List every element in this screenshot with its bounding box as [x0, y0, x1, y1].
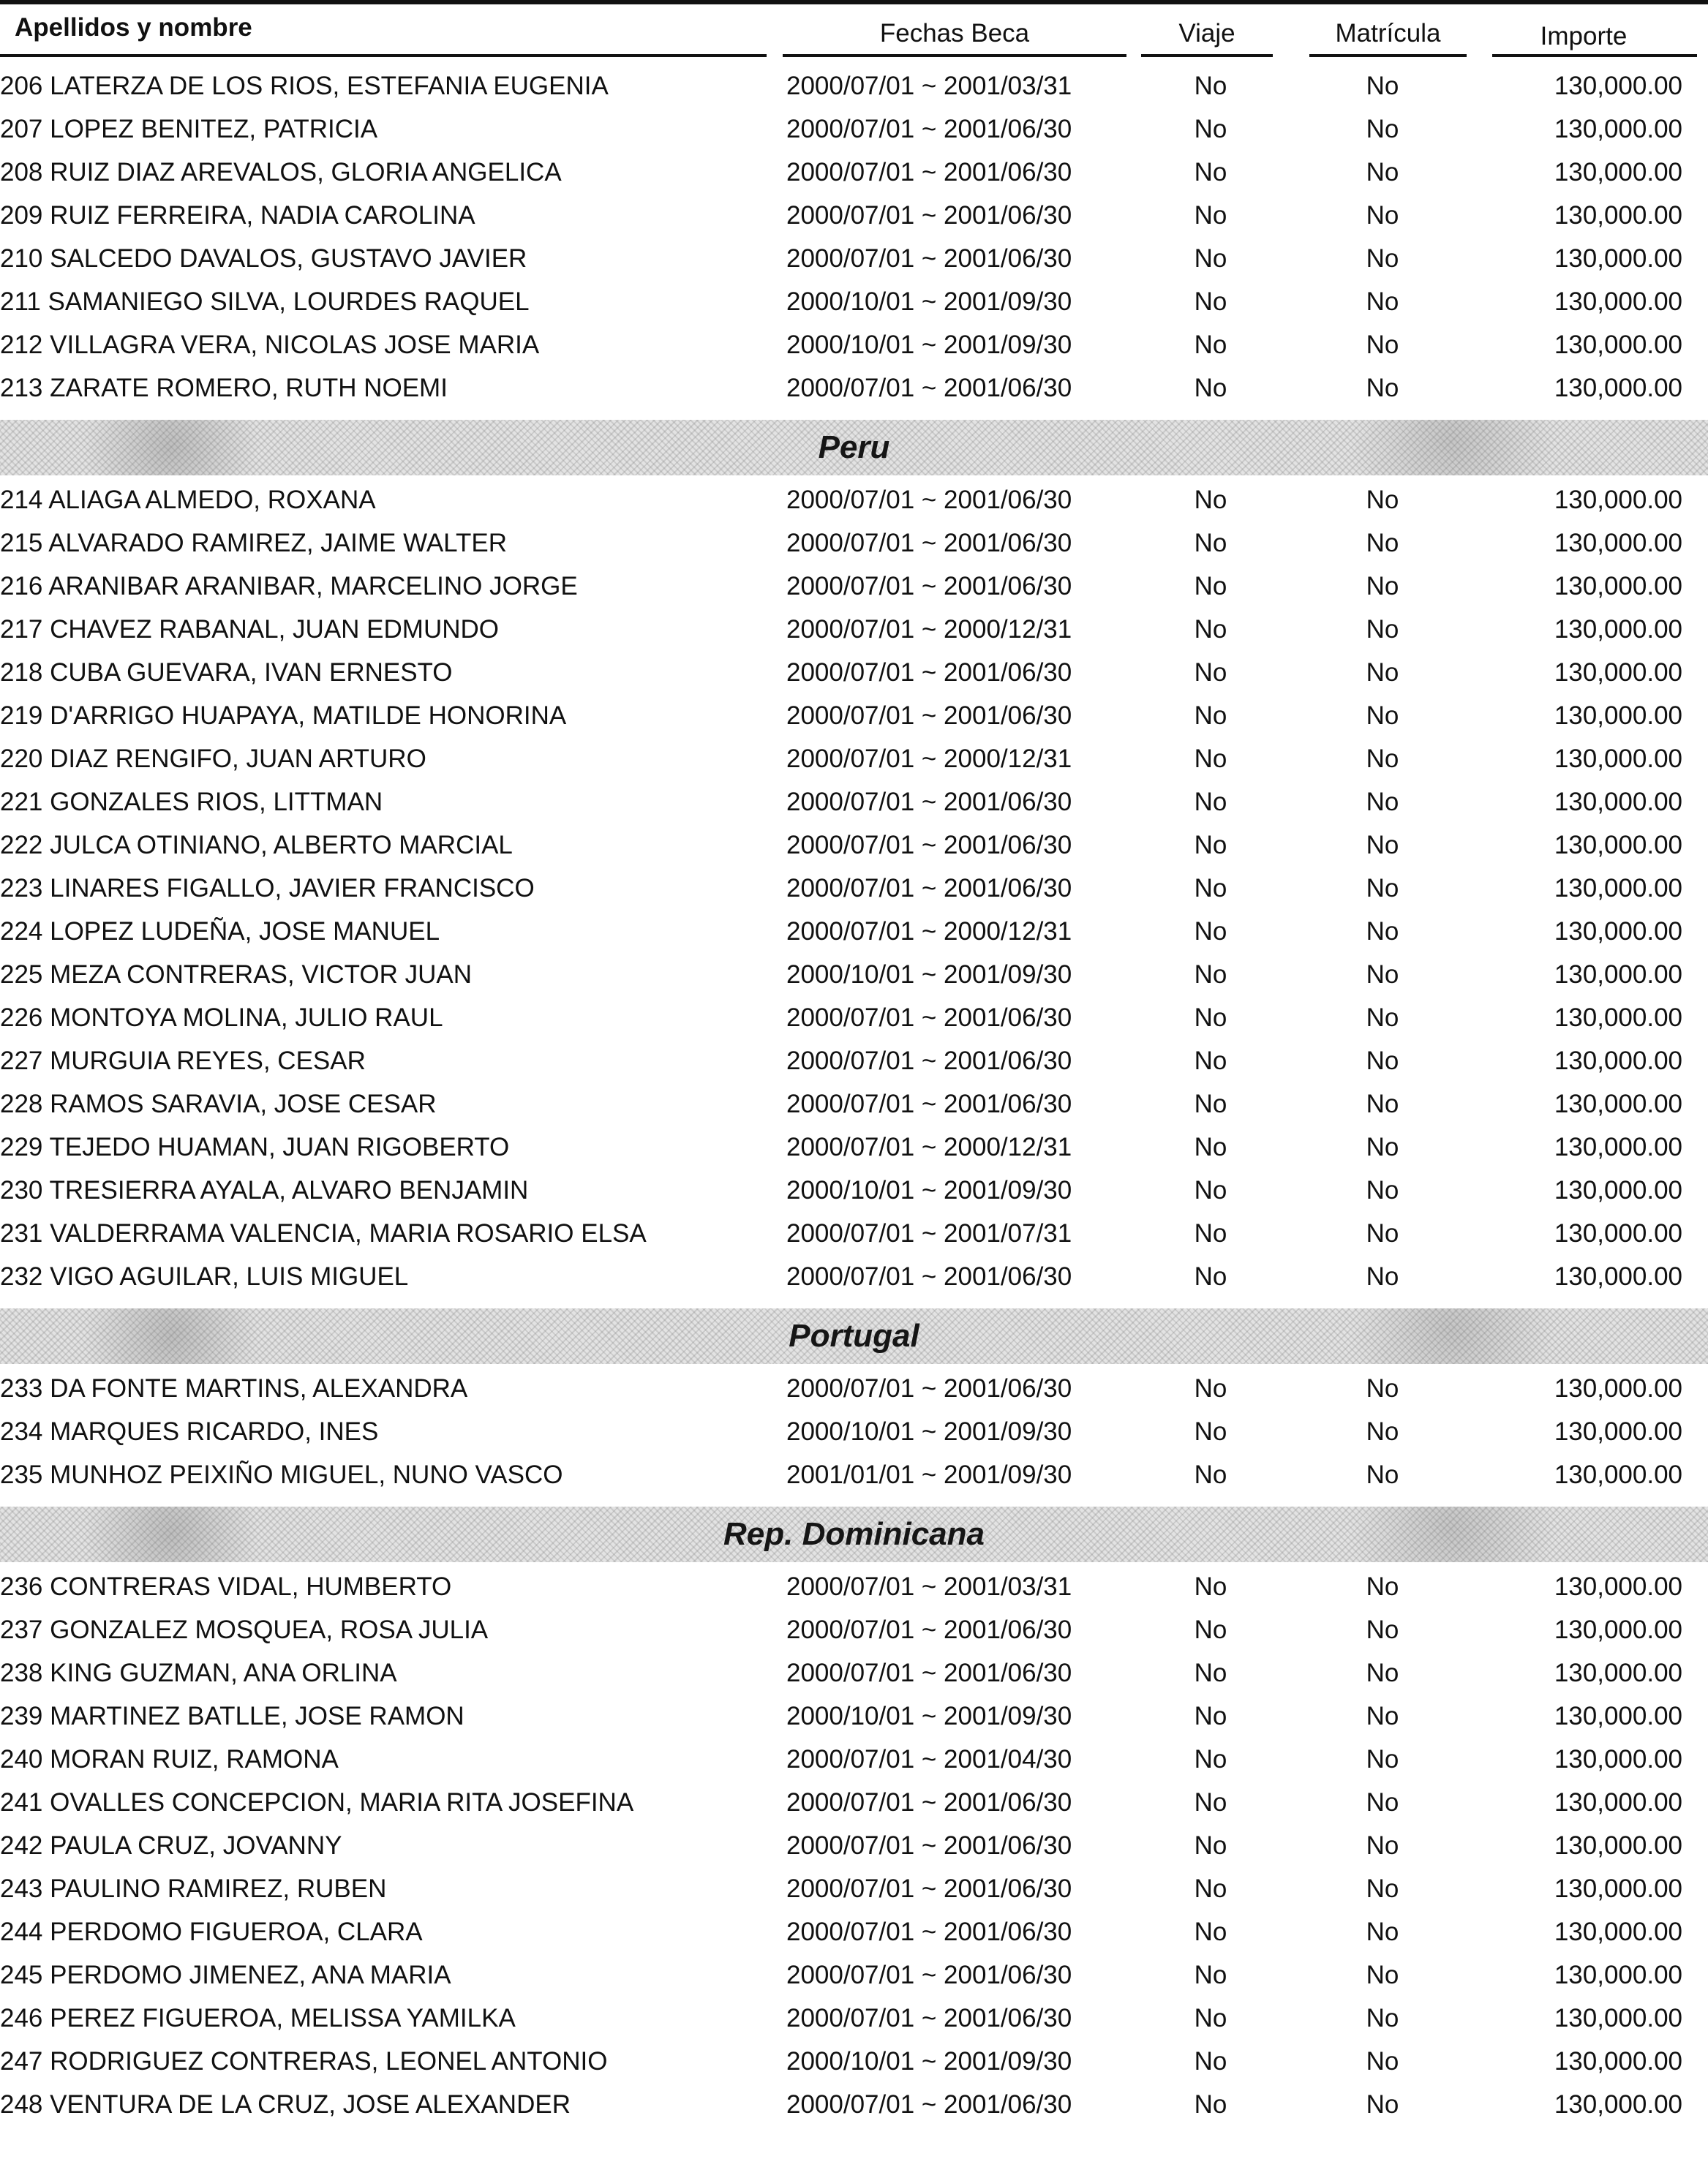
cell-importe: 130,000.00: [1554, 201, 1682, 230]
cell-dates: 2000/07/01 ~ 2001/06/30: [786, 2090, 1072, 2119]
cell-dates: 2000/07/01 ~ 2001/06/30: [786, 658, 1072, 687]
cell-dates: 2000/07/01 ~ 2001/06/30: [786, 874, 1072, 903]
cell-matricula: No: [1366, 287, 1399, 316]
cell-name: 236 CONTRERAS VIDAL, HUMBERTO: [0, 1572, 452, 1601]
cell-name: 217 CHAVEZ RABANAL, JUAN EDMUNDO: [0, 615, 500, 644]
cell-dates: 2000/07/01 ~ 2001/06/30: [786, 1047, 1072, 1075]
cell-matricula: No: [1366, 745, 1399, 773]
cell-dates: 2000/07/01 ~ 2001/07/31: [786, 1219, 1072, 1248]
cell-matricula: No: [1366, 1133, 1399, 1161]
cell-viaje: No: [1194, 658, 1227, 687]
table-row: [0, 1169, 1708, 1212]
header-name: Apellidos y nombre: [15, 13, 252, 42]
cell-name: 219 D'ARRIGO HUAPAYA, MATILDE HONORINA: [0, 701, 567, 730]
table-row: [0, 1824, 1708, 1867]
cell-matricula: No: [1366, 529, 1399, 557]
table-row: [0, 280, 1708, 323]
table-row: [0, 651, 1708, 694]
table-row: [0, 2083, 1708, 2126]
cell-matricula: No: [1366, 1047, 1399, 1075]
cell-dates: 2000/07/01 ~ 2001/06/30: [786, 486, 1072, 514]
cell-importe: 130,000.00: [1554, 115, 1682, 143]
cell-name: 223 LINARES FIGALLO, JAVIER FRANCISCO: [0, 874, 535, 903]
country-band: [0, 420, 1708, 475]
cell-matricula: No: [1366, 72, 1399, 100]
cell-viaje: No: [1194, 831, 1227, 859]
cell-matricula: No: [1366, 1702, 1399, 1730]
cell-dates: 2000/07/01 ~ 2001/03/31: [786, 1572, 1072, 1601]
cell-matricula: No: [1366, 917, 1399, 946]
table-row: [0, 2040, 1708, 2083]
cell-viaje: No: [1194, 1572, 1227, 1601]
cell-name: 221 GONZALES RIOS, LITTMAN: [0, 788, 383, 816]
cell-importe: 130,000.00: [1554, 1003, 1682, 1032]
cell-viaje: No: [1194, 1659, 1227, 1687]
cell-dates: 2000/07/01 ~ 2000/12/31: [786, 745, 1072, 773]
table-row: [0, 1212, 1708, 1255]
cell-importe: 130,000.00: [1554, 1659, 1682, 1687]
header-rule-viaje: [1141, 54, 1273, 57]
cell-viaje: No: [1194, 1047, 1227, 1075]
cell-dates: 2000/07/01 ~ 2000/12/31: [786, 1133, 1072, 1161]
cell-matricula: No: [1366, 1788, 1399, 1817]
cell-matricula: No: [1366, 1374, 1399, 1403]
cell-matricula: No: [1366, 1961, 1399, 1989]
cell-dates: 2000/07/01 ~ 2001/06/30: [786, 831, 1072, 859]
cell-dates: 2000/10/01 ~ 2001/09/30: [786, 1417, 1072, 1446]
cell-viaje: No: [1194, 1745, 1227, 1774]
cell-dates: 2000/07/01 ~ 2000/12/31: [786, 615, 1072, 644]
header-matricula: Matrícula: [1335, 19, 1441, 48]
cell-importe: 130,000.00: [1554, 1918, 1682, 1946]
cell-viaje: No: [1194, 960, 1227, 989]
cell-name: 233 DA FONTE MARTINS, ALEXANDRA: [0, 1374, 468, 1403]
header-importe: Importe: [1540, 22, 1628, 50]
cell-dates: 2000/10/01 ~ 2001/09/30: [786, 960, 1072, 989]
cell-viaje: No: [1194, 1262, 1227, 1291]
cell-viaje: No: [1194, 374, 1227, 402]
country-band: [0, 1507, 1708, 1562]
cell-viaje: No: [1194, 1219, 1227, 1248]
cell-importe: 130,000.00: [1554, 1702, 1682, 1730]
cell-matricula: No: [1366, 158, 1399, 186]
cell-matricula: No: [1366, 1003, 1399, 1032]
cell-name: 206 LATERZA DE LOS RIOS, ESTEFANIA EUGENIA: [0, 72, 609, 100]
country-heading: Rep. Dominicana: [723, 1516, 985, 1552]
cell-dates: 2000/07/01 ~ 2001/06/30: [786, 115, 1072, 143]
cell-viaje: No: [1194, 788, 1227, 816]
table-row: [0, 1695, 1708, 1738]
cell-viaje: No: [1194, 615, 1227, 644]
cell-importe: 130,000.00: [1554, 374, 1682, 402]
cell-dates: 2000/10/01 ~ 2001/09/30: [786, 1702, 1072, 1730]
cell-matricula: No: [1366, 788, 1399, 816]
cell-viaje: No: [1194, 1961, 1227, 1989]
cell-name: 242 PAULA CRUZ, JOVANNY: [0, 1831, 342, 1860]
cell-dates: 2000/07/01 ~ 2001/06/30: [786, 1090, 1072, 1118]
cell-viaje: No: [1194, 201, 1227, 230]
table-row: [0, 737, 1708, 780]
cell-name: 211 SAMANIEGO SILVA, LOURDES RAQUEL: [0, 287, 530, 316]
cell-matricula: No: [1366, 374, 1399, 402]
cell-dates: 2000/07/01 ~ 2001/06/30: [786, 701, 1072, 730]
cell-viaje: No: [1194, 158, 1227, 186]
cell-importe: 130,000.00: [1554, 2047, 1682, 2076]
cell-viaje: No: [1194, 1831, 1227, 1860]
table-row: [0, 824, 1708, 867]
cell-matricula: No: [1366, 831, 1399, 859]
cell-viaje: No: [1194, 115, 1227, 143]
cell-matricula: No: [1366, 960, 1399, 989]
country-heading: Peru: [818, 429, 890, 465]
cell-importe: 130,000.00: [1554, 701, 1682, 730]
cell-viaje: No: [1194, 1788, 1227, 1817]
cell-importe: 130,000.00: [1554, 572, 1682, 600]
cell-matricula: No: [1366, 1219, 1399, 1248]
table-row: [0, 1565, 1708, 1608]
cell-matricula: No: [1366, 1616, 1399, 1644]
table-row: [0, 953, 1708, 996]
cell-viaje: No: [1194, 1702, 1227, 1730]
cell-viaje: No: [1194, 1133, 1227, 1161]
cell-viaje: No: [1194, 1874, 1227, 1903]
cell-dates: 2000/07/01 ~ 2001/06/30: [786, 1831, 1072, 1860]
cell-dates: 2000/07/01 ~ 2001/06/30: [786, 1874, 1072, 1903]
cell-importe: 130,000.00: [1554, 917, 1682, 946]
cell-name: 207 LOPEZ BENITEZ, PATRICIA: [0, 115, 378, 143]
cell-name: 209 RUIZ FERREIRA, NADIA CAROLINA: [0, 201, 475, 230]
cell-viaje: No: [1194, 917, 1227, 946]
cell-matricula: No: [1366, 1874, 1399, 1903]
table-row: [0, 1453, 1708, 1496]
cell-viaje: No: [1194, 1374, 1227, 1403]
cell-viaje: No: [1194, 1461, 1227, 1489]
cell-importe: 130,000.00: [1554, 2004, 1682, 2032]
cell-importe: 130,000.00: [1554, 1874, 1682, 1903]
cell-importe: 130,000.00: [1554, 960, 1682, 989]
cell-name: 225 MEZA CONTRERAS, VICTOR JUAN: [0, 960, 473, 989]
table-row: [0, 1997, 1708, 2040]
cell-matricula: No: [1366, 331, 1399, 359]
cell-importe: 130,000.00: [1554, 1374, 1682, 1403]
cell-dates: 2000/07/01 ~ 2001/03/31: [786, 72, 1072, 100]
table-row: [0, 1255, 1708, 1298]
cell-importe: 130,000.00: [1554, 1047, 1682, 1075]
cell-viaje: No: [1194, 745, 1227, 773]
cell-matricula: No: [1366, 1090, 1399, 1118]
cell-viaje: No: [1194, 287, 1227, 316]
cell-dates: 2000/10/01 ~ 2001/09/30: [786, 2047, 1072, 2076]
cell-importe: 130,000.00: [1554, 529, 1682, 557]
cell-name: 232 VIGO AGUILAR, LUIS MIGUEL: [0, 1262, 409, 1291]
cell-name: 237 GONZALEZ MOSQUEA, ROSA JULIA: [0, 1616, 489, 1644]
cell-name: 246 PEREZ FIGUEROA, MELISSA YAMILKA: [0, 2004, 516, 2032]
cell-viaje: No: [1194, 1003, 1227, 1032]
cell-importe: 130,000.00: [1554, 1961, 1682, 1989]
cell-importe: 130,000.00: [1554, 1133, 1682, 1161]
cell-matricula: No: [1366, 1417, 1399, 1446]
table-row: [0, 1953, 1708, 1997]
cell-importe: 130,000.00: [1554, 831, 1682, 859]
cell-matricula: No: [1366, 1461, 1399, 1489]
cell-viaje: No: [1194, 1616, 1227, 1644]
cell-dates: 2000/07/01 ~ 2001/06/30: [786, 1788, 1072, 1817]
cell-viaje: No: [1194, 874, 1227, 903]
table-row: [0, 366, 1708, 410]
header-dates: Fechas Beca: [879, 19, 1030, 48]
table-row: [0, 237, 1708, 280]
cell-name: 235 MUNHOZ PEIXIÑO MIGUEL, NUNO VASCO: [0, 1461, 563, 1489]
cell-dates: 2000/07/01 ~ 2001/06/30: [786, 201, 1072, 230]
table-row: [0, 1367, 1708, 1410]
top-rule: [0, 0, 1708, 4]
table-row: [0, 64, 1708, 108]
table-row: [0, 1126, 1708, 1169]
cell-dates: 2000/07/01 ~ 2001/06/30: [786, 572, 1072, 600]
cell-importe: 130,000.00: [1554, 1176, 1682, 1205]
table-row: [0, 478, 1708, 521]
table-row: [0, 1910, 1708, 1953]
table-row: [0, 1867, 1708, 1910]
cell-matricula: No: [1366, 2047, 1399, 2076]
cell-dates: 2000/07/01 ~ 2001/06/30: [786, 244, 1072, 273]
cell-dates: 2000/07/01 ~ 2001/06/30: [786, 1262, 1072, 1291]
table-row: [0, 608, 1708, 651]
cell-importe: 130,000.00: [1554, 1090, 1682, 1118]
cell-importe: 130,000.00: [1554, 72, 1682, 100]
cell-viaje: No: [1194, 572, 1227, 600]
cell-matricula: No: [1366, 115, 1399, 143]
cell-importe: 130,000.00: [1554, 1572, 1682, 1601]
cell-dates: 2000/07/01 ~ 2001/06/30: [786, 374, 1072, 402]
cell-dates: 2000/10/01 ~ 2001/09/30: [786, 1176, 1072, 1205]
table-row: [0, 996, 1708, 1039]
cell-dates: 2000/07/01 ~ 2000/12/31: [786, 917, 1072, 946]
cell-viaje: No: [1194, 244, 1227, 273]
cell-name: 208 RUIZ DIAZ AREVALOS, GLORIA ANGELICA: [0, 158, 562, 186]
cell-name: 238 KING GUZMAN, ANA ORLINA: [0, 1659, 397, 1687]
table-row: [0, 910, 1708, 953]
cell-name: 220 DIAZ RENGIFO, JUAN ARTURO: [0, 745, 426, 773]
cell-importe: 130,000.00: [1554, 1831, 1682, 1860]
header-rule-matricula: [1309, 54, 1467, 57]
table-row: [0, 867, 1708, 910]
cell-matricula: No: [1366, 2090, 1399, 2119]
cell-dates: 2000/07/01 ~ 2001/06/30: [786, 529, 1072, 557]
cell-dates: 2000/07/01 ~ 2001/06/30: [786, 1918, 1072, 1946]
cell-importe: 130,000.00: [1554, 486, 1682, 514]
cell-matricula: No: [1366, 2004, 1399, 2032]
cell-name: 214 ALIAGA ALMEDO, ROXANA: [0, 486, 376, 514]
table-row: [0, 780, 1708, 824]
table-row: [0, 1608, 1708, 1651]
cell-dates: 2001/01/01 ~ 2001/09/30: [786, 1461, 1072, 1489]
cell-matricula: No: [1366, 1745, 1399, 1774]
cell-importe: 130,000.00: [1554, 1745, 1682, 1774]
cell-name: 244 PERDOMO FIGUEROA, CLARA: [0, 1918, 423, 1946]
cell-matricula: No: [1366, 1262, 1399, 1291]
cell-dates: 2000/07/01 ~ 2001/06/30: [786, 788, 1072, 816]
cell-importe: 130,000.00: [1554, 1262, 1682, 1291]
header-rule-dates: [783, 54, 1126, 57]
table-row: [0, 521, 1708, 565]
cell-dates: 2000/07/01 ~ 2001/06/30: [786, 1961, 1072, 1989]
table-row: [0, 1082, 1708, 1126]
table-row: [0, 694, 1708, 737]
cell-name: 239 MARTINEZ BATLLE, JOSE RAMON: [0, 1702, 464, 1730]
cell-importe: 130,000.00: [1554, 158, 1682, 186]
cell-importe: 130,000.00: [1554, 287, 1682, 316]
cell-matricula: No: [1366, 244, 1399, 273]
cell-viaje: No: [1194, 2004, 1227, 2032]
cell-matricula: No: [1366, 701, 1399, 730]
cell-name: 228 RAMOS SARAVIA, JOSE CESAR: [0, 1090, 437, 1118]
cell-viaje: No: [1194, 486, 1227, 514]
cell-importe: 130,000.00: [1554, 1219, 1682, 1248]
cell-name: 229 TEJEDO HUAMAN, JUAN RIGOBERTO: [0, 1133, 510, 1161]
cell-matricula: No: [1366, 874, 1399, 903]
cell-matricula: No: [1366, 572, 1399, 600]
cell-name: 247 RODRIGUEZ CONTRERAS, LEONEL ANTONIO: [0, 2047, 608, 2076]
cell-importe: 130,000.00: [1554, 658, 1682, 687]
cell-matricula: No: [1366, 1572, 1399, 1601]
table-row: [0, 151, 1708, 194]
cell-viaje: No: [1194, 529, 1227, 557]
table-row: [0, 565, 1708, 608]
cell-matricula: No: [1366, 1831, 1399, 1860]
country-band: [0, 1308, 1708, 1364]
cell-viaje: No: [1194, 2047, 1227, 2076]
cell-viaje: No: [1194, 1417, 1227, 1446]
cell-viaje: No: [1194, 72, 1227, 100]
cell-dates: 2000/07/01 ~ 2001/06/30: [786, 1616, 1072, 1644]
cell-matricula: No: [1366, 486, 1399, 514]
cell-matricula: No: [1366, 201, 1399, 230]
cell-importe: 130,000.00: [1554, 244, 1682, 273]
cell-name: 243 PAULINO RAMIREZ, RUBEN: [0, 1874, 387, 1903]
cell-name: 231 VALDERRAMA VALENCIA, MARIA ROSARIO ELSA: [0, 1219, 647, 1248]
cell-name: 224 LOPEZ LUDEÑA, JOSE MANUEL: [0, 917, 440, 946]
cell-name: 215 ALVARADO RAMIREZ, JAIME WALTER: [0, 529, 508, 557]
cell-importe: 130,000.00: [1554, 1417, 1682, 1446]
country-heading: Portugal: [789, 1318, 919, 1354]
cell-viaje: No: [1194, 701, 1227, 730]
cell-importe: 130,000.00: [1554, 1788, 1682, 1817]
cell-name: 241 OVALLES CONCEPCION, MARIA RITA JOSEFINA: [0, 1788, 634, 1817]
cell-dates: 2000/07/01 ~ 2001/06/30: [786, 2004, 1072, 2032]
header-rule-importe: [1492, 54, 1697, 57]
table-row: [0, 194, 1708, 237]
cell-viaje: No: [1194, 1090, 1227, 1118]
cell-name: 234 MARQUES RICARDO, INES: [0, 1417, 379, 1446]
cell-name: 226 MONTOYA MOLINA, JULIO RAUL: [0, 1003, 443, 1032]
cell-matricula: No: [1366, 658, 1399, 687]
cell-dates: 2000/10/01 ~ 2001/09/30: [786, 287, 1072, 316]
cell-name: 218 CUBA GUEVARA, IVAN ERNESTO: [0, 658, 453, 687]
cell-matricula: No: [1366, 1918, 1399, 1946]
cell-matricula: No: [1366, 1176, 1399, 1205]
header-rule-name: [0, 54, 767, 57]
cell-importe: 130,000.00: [1554, 615, 1682, 644]
cell-viaje: No: [1194, 2090, 1227, 2119]
cell-dates: 2000/07/01 ~ 2001/06/30: [786, 158, 1072, 186]
header-viaje: Viaje: [1178, 19, 1235, 48]
cell-name: 230 TRESIERRA AYALA, ALVARO BENJAMIN: [0, 1176, 529, 1205]
cell-name: 210 SALCEDO DAVALOS, GUSTAVO JAVIER: [0, 244, 527, 273]
table-row: [0, 323, 1708, 366]
cell-importe: 130,000.00: [1554, 331, 1682, 359]
cell-matricula: No: [1366, 615, 1399, 644]
cell-matricula: No: [1366, 1659, 1399, 1687]
cell-name: 216 ARANIBAR ARANIBAR, MARCELINO JORGE: [0, 572, 578, 600]
cell-viaje: No: [1194, 1918, 1227, 1946]
cell-importe: 130,000.00: [1554, 1616, 1682, 1644]
cell-importe: 130,000.00: [1554, 745, 1682, 773]
table-row: [0, 1738, 1708, 1781]
cell-importe: 130,000.00: [1554, 874, 1682, 903]
cell-viaje: No: [1194, 1176, 1227, 1205]
cell-name: 248 VENTURA DE LA CRUZ, JOSE ALEXANDER: [0, 2090, 571, 2119]
cell-dates: 2000/07/01 ~ 2001/04/30: [786, 1745, 1072, 1774]
table-row: [0, 1651, 1708, 1695]
table-row: [0, 108, 1708, 151]
cell-dates: 2000/07/01 ~ 2001/06/30: [786, 1659, 1072, 1687]
table-row: [0, 1781, 1708, 1824]
cell-importe: 130,000.00: [1554, 2090, 1682, 2119]
cell-importe: 130,000.00: [1554, 788, 1682, 816]
cell-name: 212 VILLAGRA VERA, NICOLAS JOSE MARIA: [0, 331, 540, 359]
cell-name: 213 ZARATE ROMERO, RUTH NOEMI: [0, 374, 448, 402]
cell-importe: 130,000.00: [1554, 1461, 1682, 1489]
cell-name: 245 PERDOMO JIMENEZ, ANA MARIA: [0, 1961, 451, 1989]
cell-viaje: No: [1194, 331, 1227, 359]
cell-dates: 2000/07/01 ~ 2001/06/30: [786, 1374, 1072, 1403]
cell-dates: 2000/07/01 ~ 2001/06/30: [786, 1003, 1072, 1032]
cell-name: 222 JULCA OTINIANO, ALBERTO MARCIAL: [0, 831, 513, 859]
table-row: [0, 1410, 1708, 1453]
cell-dates: 2000/10/01 ~ 2001/09/30: [786, 331, 1072, 359]
cell-name: 240 MORAN RUIZ, RAMONA: [0, 1745, 339, 1774]
table-row: [0, 1039, 1708, 1082]
cell-name: 227 MURGUIA REYES, CESAR: [0, 1047, 366, 1075]
